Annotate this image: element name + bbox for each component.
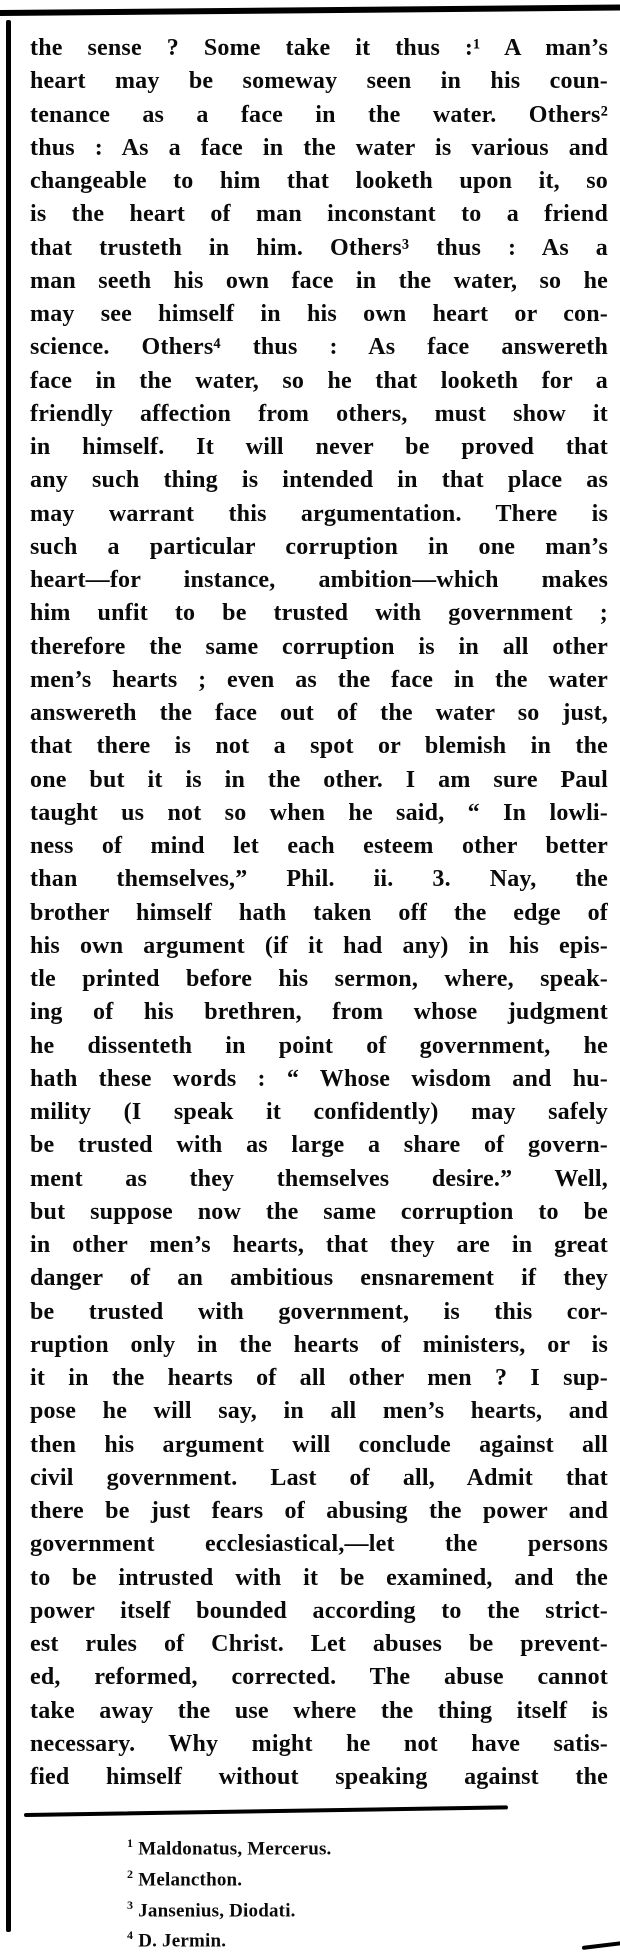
body-line: him unfit to be trusted with government ; [30,600,608,627]
body-line: there be just fears of abusing the power and [30,1498,608,1524]
body-line: mility (I speak it confidently) may safely [30,1099,608,1125]
top-border-rule [0,4,620,16]
body-line: such a particular corruption in one man’s [30,533,608,560]
body-line: power itself bounded according to the strict- [30,1597,608,1624]
footnote-item [127,1923,332,1953]
body-line: one but it is in the other. I am sure Paul [30,766,608,793]
body-line: science. Others⁴ thus : As face answereth [30,334,608,361]
body-line: fied himself without speaking against the [30,1764,608,1790]
body-line: may see himself in his own heart or con- [30,301,608,327]
body-line: civil government. Last of all, Admit that [30,1464,608,1491]
body-line: ed, reformed, corrected. The abuse cannot [30,1664,608,1691]
footnote-marker: 4 [127,1928,134,1943]
footnote-text: Jansenius, Diodati. [138,1899,296,1921]
body-line: est rules of Christ. Let abuses be prevent- [30,1631,608,1657]
body-line: brother himself hath taken off the edge of [30,899,608,926]
body-line: his own argument (if it had any) in his epis- [30,932,608,959]
body-line: any such thing is intended in that place as [30,467,608,494]
footnote-marker: 2 [127,1866,134,1881]
body-line: danger of an ambitious ensnarement if they [30,1265,608,1292]
body-line: but suppose now the same corruption to be [30,1198,608,1225]
body-line: ing of his brethren, from whose judgment [30,999,608,1026]
body-line: take away the use where the thing itself is [30,1697,608,1724]
body-line: tenance as a face in the water. Others² [30,101,608,128]
body-line: government ecclesiastical,—let the persons [30,1531,608,1558]
body-line: than themselves,” Phil. ii. 3. Nay, the [30,866,608,893]
body-line: taught us not so when he said, “ In lowli- [30,799,608,826]
footnote-text: Melancthon. [138,1869,243,1891]
footnote-item [127,1893,332,1924]
body-line: ruption only in the hearts of ministers, or is [30,1331,608,1358]
body-line: to be intrusted with it be examined, and the [30,1564,608,1591]
body-line: the sense ? Some take it thus :¹ A man’s [30,35,608,61]
body-line: ness of mind let each esteem other better [30,833,608,859]
body-line: answereth the face out of the water so just, [30,700,608,726]
body-line: it in the hearts of all other men ? I sup- [30,1365,608,1391]
body-line: then his argument will conclude against all [30,1431,608,1458]
footnote-item [127,1831,332,1862]
body-line: pose he will say, in all men’s hearts, and [30,1398,608,1425]
body-line: thus : As a face in the water is various and [30,134,608,161]
body-line: heart may be someway seen in his coun- [30,68,608,95]
body-line: be trusted with government, is this cor- [30,1298,608,1325]
body-line: friendly affection from others, must show it [30,400,608,427]
body-line: tle printed before his sermon, where, speak- [30,966,608,992]
footnote-marker: 1 [127,1836,134,1850]
body-line: in himself. It will never be proved that [30,434,608,460]
left-border-rule [6,20,11,1932]
body-line: face in the water, so he that looketh for a [30,367,608,394]
body-line: necessary. Why might he not have satis- [30,1730,608,1757]
body-line: is the heart of man inconstant to a friend [30,201,608,228]
footnote-text: D. Jermin. [138,1930,227,1952]
body-line: that trusteth in him. Others³ thus : As a [30,234,608,261]
footnote-text: Maldonatus, Mercerus. [138,1838,332,1860]
footnote-item [127,1862,332,1893]
body-line: be trusted with as large a share of govern- [30,1132,608,1159]
body-line: that there is not a spot or blemish in the [30,733,608,760]
body-line: he dissenteth in point of government, he [30,1032,608,1059]
body-text [30,32,608,1794]
body-line: heart—for instance, ambition—which makes [30,567,608,593]
body-line: in other men’s hearts, that they are in great [30,1232,608,1258]
footnote-marker: 3 [127,1897,134,1912]
footnotes [127,1831,332,1953]
footnote-separator-rule [24,1805,508,1817]
bottom-right-scan-mark [582,1940,620,1950]
body-line: changeable to him that looketh upon it, so [30,168,608,194]
body-line: may warrant this argumentation. There is [30,500,608,527]
body-line: therefore the same corruption is in all other [30,633,608,660]
body-line: hath these words : “ Whose wisdom and hu- [30,1065,608,1092]
body-line: man seeth his own face in the water, so he [30,267,608,294]
body-line: men’s hearts ; even as the face in the water [30,666,608,693]
body-line: ment as they themselves desire.” Well, [30,1165,608,1192]
